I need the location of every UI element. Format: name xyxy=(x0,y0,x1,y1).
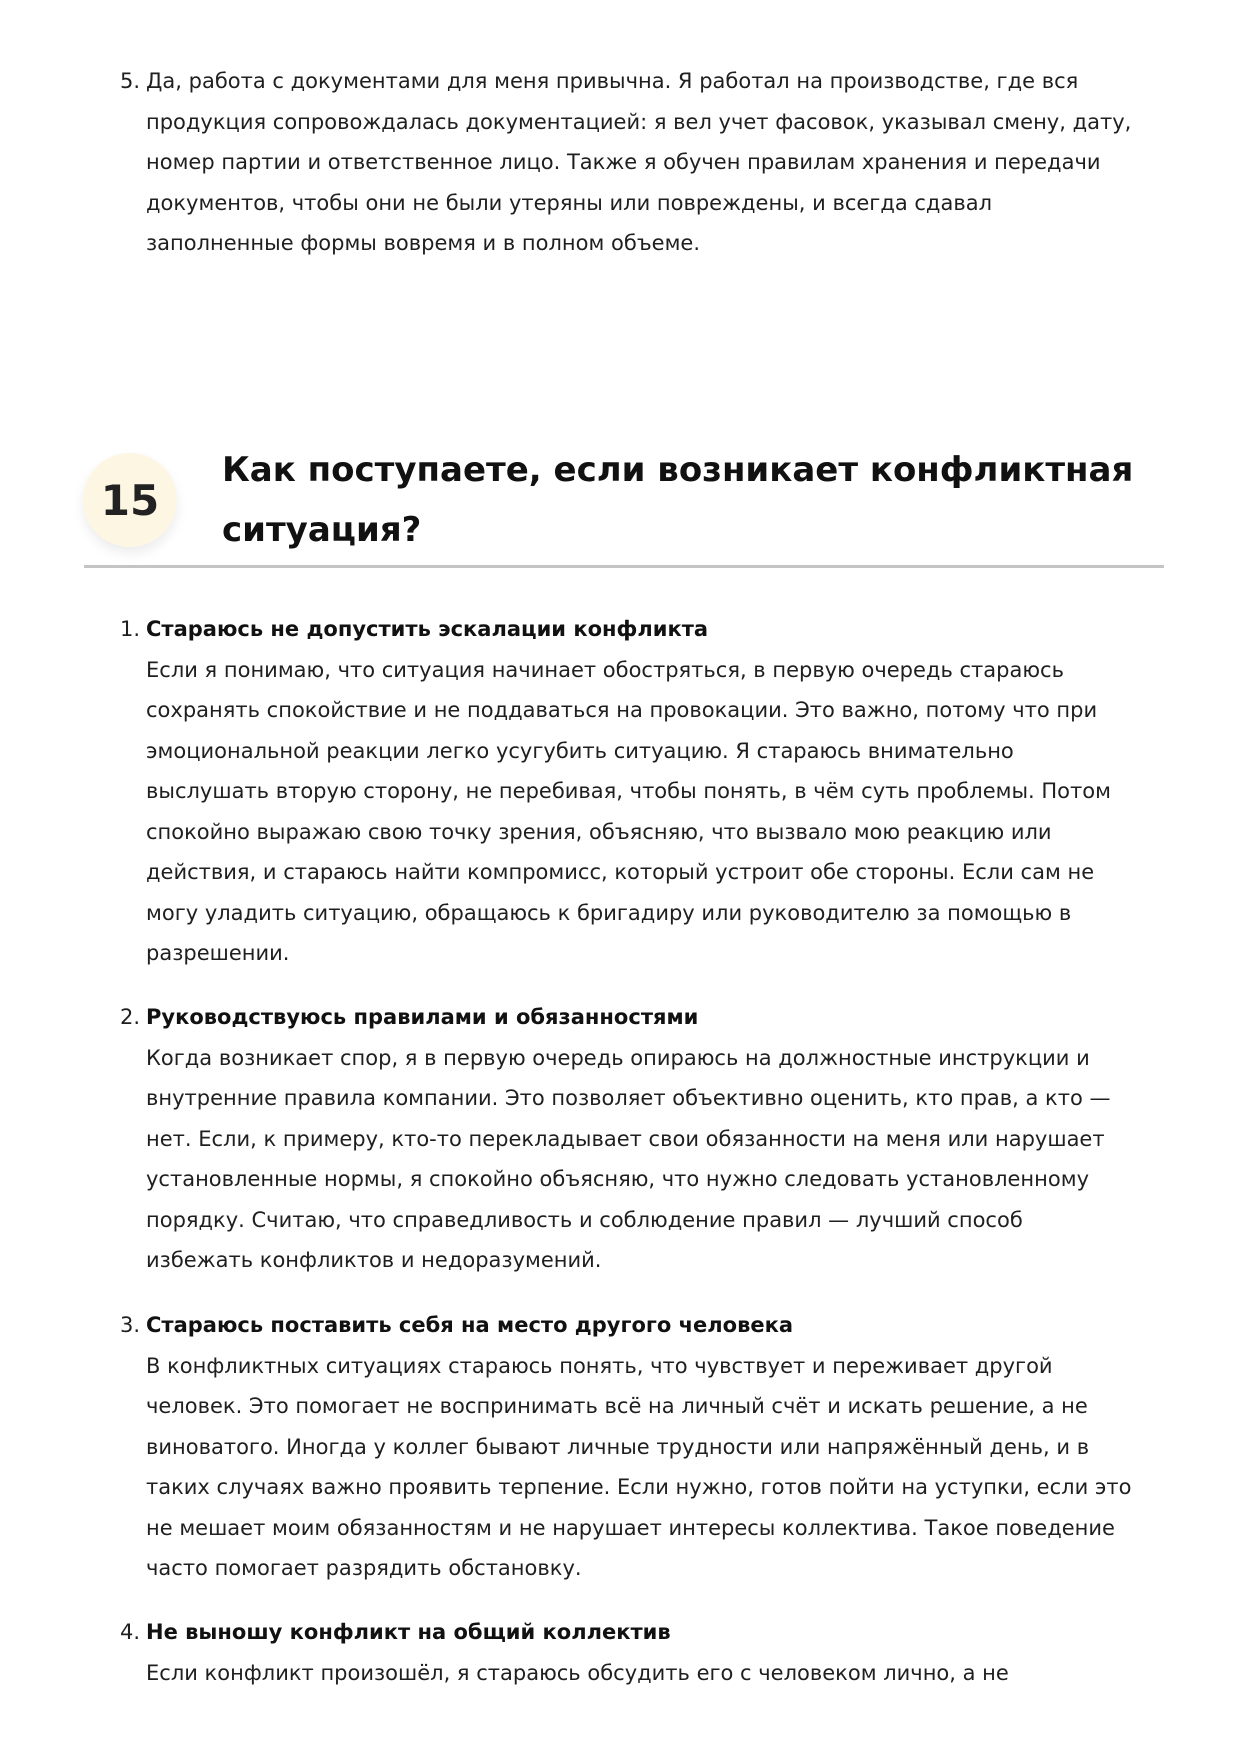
text-line: Если конфликт произошёл, я стараюсь обсудить его с человеком лично, а не xyxy=(146,1660,1009,1685)
item-number: 5. xyxy=(120,69,141,93)
text-line: спокойно выражаю свою точку зрения, объясняю, что вызвало мою реакцию или xyxy=(146,819,1052,844)
item-number: 4. xyxy=(120,1620,141,1644)
item-title: Стараюсь не допустить эскалации конфликта xyxy=(146,617,709,641)
section-heading xyxy=(222,440,1133,560)
item-title: Руководствуюсь правилами и обязанностями xyxy=(146,1005,699,1029)
text-line: Если я понимаю, что ситуация начинает обостряться, в первую очередь стараюсь xyxy=(146,657,1064,682)
item-body xyxy=(146,1612,1180,1693)
list-item-1 xyxy=(120,609,1180,974)
section-divider xyxy=(84,565,1164,568)
text-line: установленные нормы, я спокойно объясняю, что нужно следовать установленному xyxy=(146,1167,1089,1191)
text-line: таких случаях важно проявить терпение. Если нужно, готов пойти на уступки, если это xyxy=(146,1475,1132,1499)
item-title: Не выношу конфликт на общий коллектив xyxy=(146,1620,671,1644)
text-line: В конфликтных ситуациях стараюсь понять, что чувствует и переживает другой xyxy=(146,1353,1053,1378)
text-line: Да, работа с документами для меня привычна. Я работал на производстве, где вся xyxy=(146,69,1079,93)
text-line: избежать конфликтов и недоразумений. xyxy=(146,1248,602,1272)
heading-line: Как поступаете, если возникает конфликтная xyxy=(222,450,1134,490)
text-line: виноватого. Иногда у коллег бывают личные трудности или напряжённый день, и в xyxy=(146,1434,1090,1459)
text-line: порядку. Считаю, что справедливость и соблюдение правил — лучший способ xyxy=(146,1207,1023,1232)
text-line: разрешении. xyxy=(146,941,290,965)
item-number: 3. xyxy=(120,1313,141,1337)
text-line: выслушать вторую сторону, не перебивая, чтобы понять, в чём суть проблемы. Потом xyxy=(146,779,1111,803)
section-number-badge: 15 xyxy=(83,453,177,547)
item-body xyxy=(146,1305,1180,1589)
list-item-4 xyxy=(120,1612,1180,1693)
text-line: документов, чтобы они не были утеряны или повреждены, и всегда сдавал xyxy=(146,190,992,215)
heading-line: ситуация? xyxy=(222,510,422,550)
item-text xyxy=(146,61,1180,264)
text-line: часто помогает разрядить обстановку. xyxy=(146,1556,582,1580)
item-body xyxy=(146,997,1180,1281)
text-line: могу уладить ситуацию, обращаюсь к бригадиру или руководителю за помощью в xyxy=(146,900,1072,925)
text-line: нет. Если, к примеру, кто-то перекладывает свои обязанности на меня или нарушает xyxy=(146,1126,1105,1151)
text-line: заполненные формы вовремя и в полном объеме. xyxy=(146,231,701,255)
text-line: внутренние правила компании. Это позволяет объективно оценить, кто прав, а кто — xyxy=(146,1086,1111,1110)
text-line: не мешает моим обязанностям и не нарушает интересы коллектива. Такое поведение xyxy=(146,1515,1115,1540)
text-line: сохранять спокойствие и не поддаваться на провокации. Это важно, потому что при xyxy=(146,698,1098,722)
text-line: человек. Это помогает не воспринимать всё на личный счёт и искать решение, а не xyxy=(146,1394,1088,1418)
item-title: Стараюсь поставить себя на место другого человека xyxy=(146,1313,794,1337)
text-line: эмоциональной реакции легко усугубить ситуацию. Я стараюсь внимательно xyxy=(146,738,1014,763)
text-line: Когда возникает спор, я в первую очередь опираюсь на должностные инструкции и xyxy=(146,1045,1090,1070)
item-number: 2. xyxy=(120,1005,141,1029)
list-item-2 xyxy=(120,997,1180,1281)
list-item-5 xyxy=(120,61,1180,264)
text-line: номер партии и ответственное лицо. Также я обучен правилам хранения и передачи xyxy=(146,150,1101,174)
text-line: продукция сопровождалась документацией: я вел учет фасовок, указывал смену, дату, xyxy=(146,109,1132,134)
item-body xyxy=(146,609,1180,974)
text-line: действия, и стараюсь найти компромисс, который устроит обе стороны. Если сам не xyxy=(146,860,1095,884)
list-item-3 xyxy=(120,1305,1180,1589)
item-number: 1. xyxy=(120,617,141,641)
